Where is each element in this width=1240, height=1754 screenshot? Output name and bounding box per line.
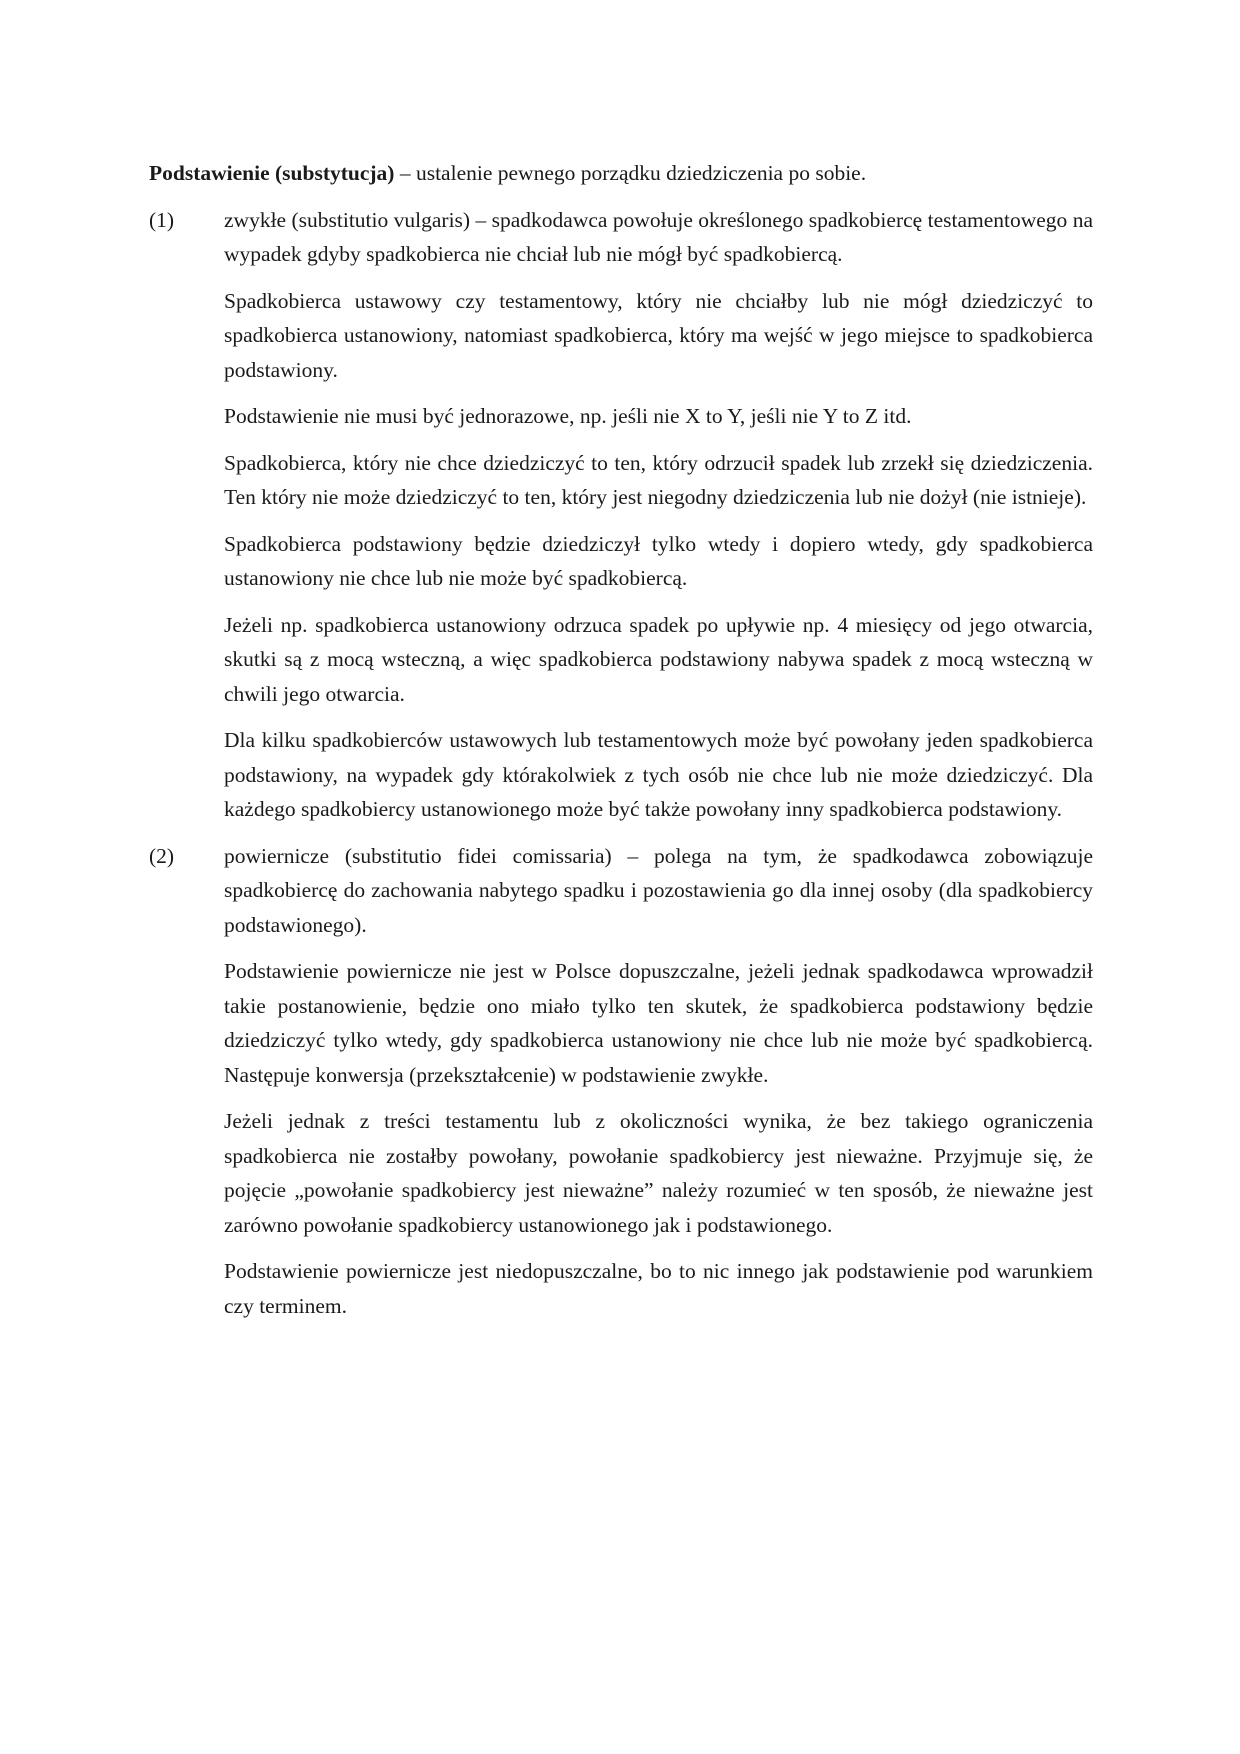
body-paragraph: Podstawienie powiernicze nie jest w Polsce dopuszczalne, jeżeli jednak spadkodawca wprowadził takie postanowienie, będzie ono miało tylko ten skutek, że spadkobierca podstawiony będzie dziedziczyć tylko wtedy, gdy spadkobierca ustanowiony nie chce lub nie może być spadkobiercą. Następuje konwersja (przekształcenie) w podstawienie zwykłe.	[224, 959, 1093, 1087]
item-lead-paragraph: powiernicze (substitutio fidei comissaria) – polega na tym, że spadkodawca zobowiązuje spadkobiercę do zachowania nabytego spadku i pozostawienia go dla innej osoby (dla spadkobiercy podstawionego).	[224, 843, 1093, 937]
item-lead-paragraph: zwykłe (substitutio vulgaris) – spadkodawca powołuje określonego spadkobiercę testamentowego na wypadek gdyby spadkobierca nie chciał lub nie mógł być spadkobiercą.	[224, 207, 1093, 266]
body-paragraph: Spadkobierca ustawowy czy testamentowy, który nie chciałby lub nie mógł dziedziczyć to spadkobierca ustanowiony, natomiast spadkobierca, który ma wejść w jego miejsce to spadkobierca podstawiony.	[224, 288, 1093, 382]
intro-term: Podstawienie (substytucja)	[149, 161, 395, 185]
body-paragraph: Podstawienie powiernicze jest niedopuszczalne, bo to nic innego jak podstawienie pod warunkiem czy terminem.	[224, 1259, 1093, 1318]
body-paragraph: Dla kilku spadkobierców ustawowych lub testamentowych może być powołany jeden spadkobierca podstawiony, na wypadek gdy którakolwiek z tych osób nie chce lub nie może dziedziczyć. Dla każdego spadkobiercy ustanowionego może być także powołany inny spadkobierca podstawiony.	[224, 728, 1093, 821]
item-number: (1)	[149, 207, 175, 232]
body-paragraph: Podstawienie nie musi być jednorazowe, np. jeśli nie X to Y, jeśli nie Y to Z itd.	[224, 404, 912, 428]
document-body	[149, 156, 1093, 1335]
intro-paragraph	[149, 156, 1093, 191]
item-number: (2)	[149, 843, 175, 868]
list-item-1	[149, 203, 1093, 272]
body-paragraph: Spadkobierca, który nie chce dziedziczyć to ten, który odrzucił spadek lub zrzekł się dziedziczenia. Ten który nie może dziedziczyć to ten, który jest niegodny dziedziczenia lub nie dożył (nie istnieje).	[224, 450, 1093, 509]
body-paragraph: Jeżeli jednak z treści testamentu lub z okoliczności wynika, że bez takiego ograniczenia spadkobierca nie zostałby powołany, powołanie spadkobiercy jest nieważne. Przyjmuje się, że pojęcie „powołanie spadkobiercy jest nieważne” należy rozumieć w ten sposób, że nieważne jest zarówno powołanie spadkobiercy ustanowionego jak i podstawionego.	[224, 1109, 1093, 1237]
intro-definition: – ustalenie pewnego porządku dziedziczenia po sobie.	[394, 161, 867, 185]
body-paragraph: Jeżeli np. spadkobierca ustanowiony odrzuca spadek po upływie np. 4 miesięcy od jego otwarcia, skutki są z mocą wsteczną, a więc spadkobierca podstawiony nabywa spadek z mocą wsteczną w chwili jego otwarcia.	[224, 612, 1093, 706]
body-paragraph: Spadkobierca podstawiony będzie dziedziczył tylko wtedy i dopiero wtedy, gdy spadkobierca ustanowiony nie chce lub nie może być spadkobiercą.	[224, 531, 1093, 590]
list-item-2	[149, 839, 1093, 943]
